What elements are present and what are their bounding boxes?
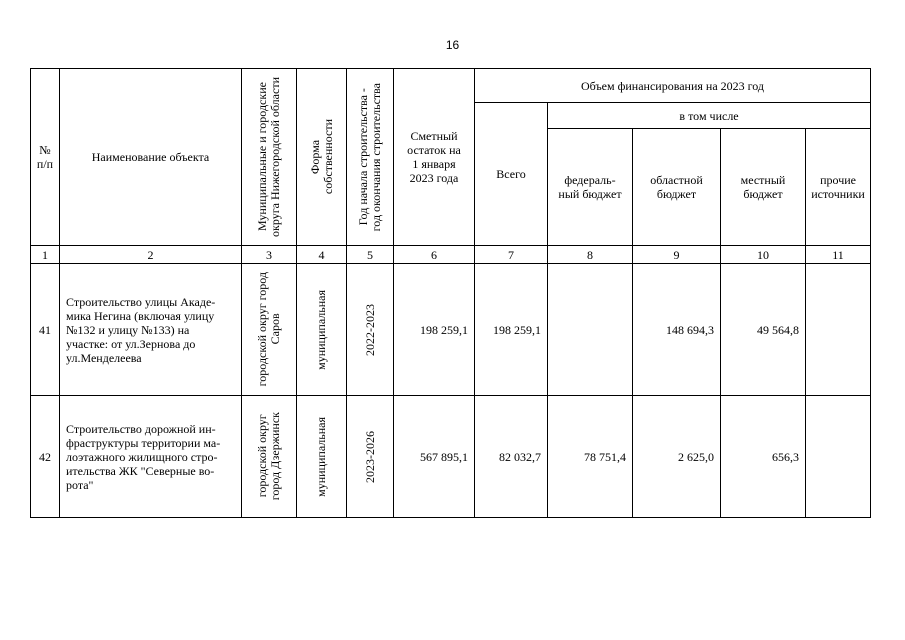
row-federal — [548, 264, 633, 396]
row-municipality — [242, 264, 297, 396]
row-years-text: 2022-2023 — [362, 303, 377, 356]
row-local: 656,3 — [721, 396, 806, 518]
row-num: 41 — [31, 264, 60, 396]
column-number: 5 — [347, 246, 394, 264]
row-ownership — [297, 264, 347, 396]
row-regional: 148 694,3 — [633, 264, 721, 396]
row-municipality-text: городской округ город Дзержинск — [255, 412, 282, 501]
row-municipality-text: городской округ город Саров — [255, 272, 282, 387]
header-ownership-text: Форма собственности — [307, 119, 335, 195]
row-name: Строительство дорожной ин- фраструктуры территории ма- лоэтажного жилищного стро- ительства ЖК "Северные во- рота" — [60, 396, 242, 518]
header-years-text: Год начала строительства - год окончания строительства — [356, 82, 383, 232]
row-total: 82 032,7 — [475, 396, 548, 518]
column-number: 10 — [721, 246, 806, 264]
header-financing: Объем финансирования на 2023 год — [475, 69, 871, 103]
row-estimate: 198 259,1 — [394, 264, 475, 396]
row-years — [347, 396, 394, 518]
row-total: 198 259,1 — [475, 264, 548, 396]
row-regional: 2 625,0 — [633, 396, 721, 518]
header-including: в том числе — [548, 103, 871, 129]
row-other — [806, 264, 871, 396]
row-ownership-text: муниципальная — [314, 416, 328, 497]
row-estimate: 567 895,1 — [394, 396, 475, 518]
header-years — [347, 69, 394, 246]
header-federal: федераль- ный бюджет — [548, 129, 633, 246]
header-municipality — [242, 69, 297, 246]
row-ownership — [297, 396, 347, 518]
header-name: Наименование объекта — [60, 69, 242, 246]
column-number: 4 — [297, 246, 347, 264]
header-estimate: Сметный остаток на 1 января 2023 года — [394, 69, 475, 246]
row-num: 42 — [31, 396, 60, 518]
header-total: Всего — [475, 103, 548, 246]
column-number: 7 — [475, 246, 548, 264]
column-number: 2 — [60, 246, 242, 264]
table-row — [31, 264, 871, 396]
row-name: Строительство улицы Акаде- мика Негина (включая улицу №132 и улицу №133) на участке: от ул.Зернова до ул.Менделеева — [60, 264, 242, 396]
page-number: 16 — [445, 38, 460, 52]
header-row-1 — [31, 69, 871, 103]
column-number: 1 — [31, 246, 60, 264]
table-row — [31, 396, 871, 518]
row-municipality — [242, 396, 297, 518]
header-other: прочие источники — [806, 129, 871, 246]
header-num: № п/п — [31, 69, 60, 246]
header-ownership — [297, 69, 347, 246]
row-local: 49 564,8 — [721, 264, 806, 396]
financing-table — [30, 68, 871, 518]
column-number: 3 — [242, 246, 297, 264]
row-federal: 78 751,4 — [548, 396, 633, 518]
column-number-row — [31, 246, 871, 264]
row-years — [347, 264, 394, 396]
header-local: местный бюджет — [721, 129, 806, 246]
column-number: 9 — [633, 246, 721, 264]
header-municipality-text: Муниципальные и городские округа Нижегородской области — [255, 77, 282, 237]
header-regional: областной бюджет — [633, 129, 721, 246]
row-ownership-text: муниципальная — [314, 289, 328, 370]
column-number: 6 — [394, 246, 475, 264]
row-years-text: 2023-2026 — [362, 430, 377, 483]
column-number: 11 — [806, 246, 871, 264]
column-number: 8 — [548, 246, 633, 264]
row-other — [806, 396, 871, 518]
